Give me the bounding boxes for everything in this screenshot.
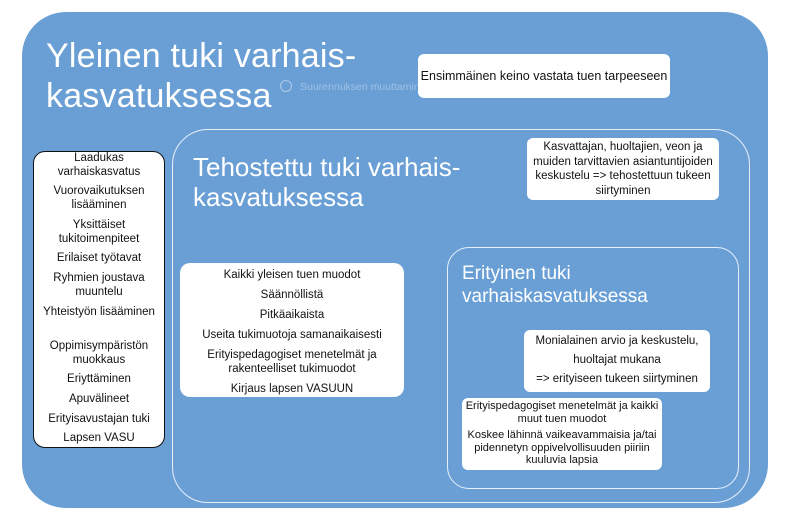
special-support-panel xyxy=(462,398,662,470)
general-support-title: Yleinen tuki varhais-kasvatuksessa xyxy=(46,37,357,115)
measure-item: Laadukas varhaiskasvatus xyxy=(57,152,141,178)
measure-item: Yhteistyön lisääminen xyxy=(43,306,155,318)
measure-item: Ryhmien joustava muuntelu xyxy=(53,272,145,298)
measure-item: Apuvälineet xyxy=(68,393,130,405)
special-support-title: Erityinen tuki varhaiskasvatuksessa xyxy=(462,263,648,307)
intensified-item: Säännöllistä xyxy=(260,289,324,301)
measure-item: Oppimisympäristön muokkaus xyxy=(49,340,149,366)
intensified-item: Erityispedagogiset menetelmät ja rakenteelliset tukimuodot xyxy=(207,349,377,375)
measure-item: Erityisavustajan tuki xyxy=(48,413,150,425)
faded-zoom-hint-text: Suurennuksen muuttaminen xyxy=(300,81,432,93)
special-note-line: huoltajat mukana xyxy=(573,354,661,366)
special-item: Erityispedagogiset menetelmät ja kaikki muut tuen muodot xyxy=(465,400,659,425)
measure-item: Vuorovaikutuksen lisääminen xyxy=(53,185,145,211)
measure-item: Erilaiset työtavat xyxy=(56,252,142,264)
general-support-note-text: Ensimmäinen keino vastata tuen tarpeeseen xyxy=(420,69,668,83)
intensified-item: Useita tukimuotoja samanaikaisesti xyxy=(202,329,382,341)
measure-item: Lapsen VASU xyxy=(63,432,135,444)
measure-item: Eriyttäminen xyxy=(67,373,131,385)
intensified-support-note-text: Kasvattajan, huoltajien, veon ja muiden tarvittavien asiantuntijoiden keskustelu => tehostettuun tukeen siirtyminen xyxy=(533,141,713,197)
intensified-support-title: Tehostettu tuki varhais-kasvatuksessa xyxy=(193,152,461,212)
special-note-line: Monialainen arvio ja keskustelu, xyxy=(535,335,699,347)
special-note-line: => erityiseen tukeen siirtyminen xyxy=(536,373,698,385)
zoom-icon xyxy=(280,80,292,92)
intensified-support-note xyxy=(527,138,719,200)
measure-item: Yksittäiset tukitoimenpiteet xyxy=(58,219,140,245)
intensified-item: Pitkäaikaista xyxy=(259,309,325,321)
intensified-support-panel xyxy=(180,263,404,397)
intensified-item: Kirjaus lapsen VASUUN xyxy=(230,383,354,395)
faded-zoom-hint xyxy=(276,79,466,95)
special-support-note xyxy=(524,330,710,392)
general-measures-box xyxy=(33,151,165,448)
intensified-item: Kaikki yleisen tuen muodot xyxy=(223,269,361,281)
special-item: Koskee lähinnä vaikeavammaisia ja/tai pidennetyn oppivelvollisuuden piiriin kuuluvia lapsia xyxy=(467,429,657,466)
